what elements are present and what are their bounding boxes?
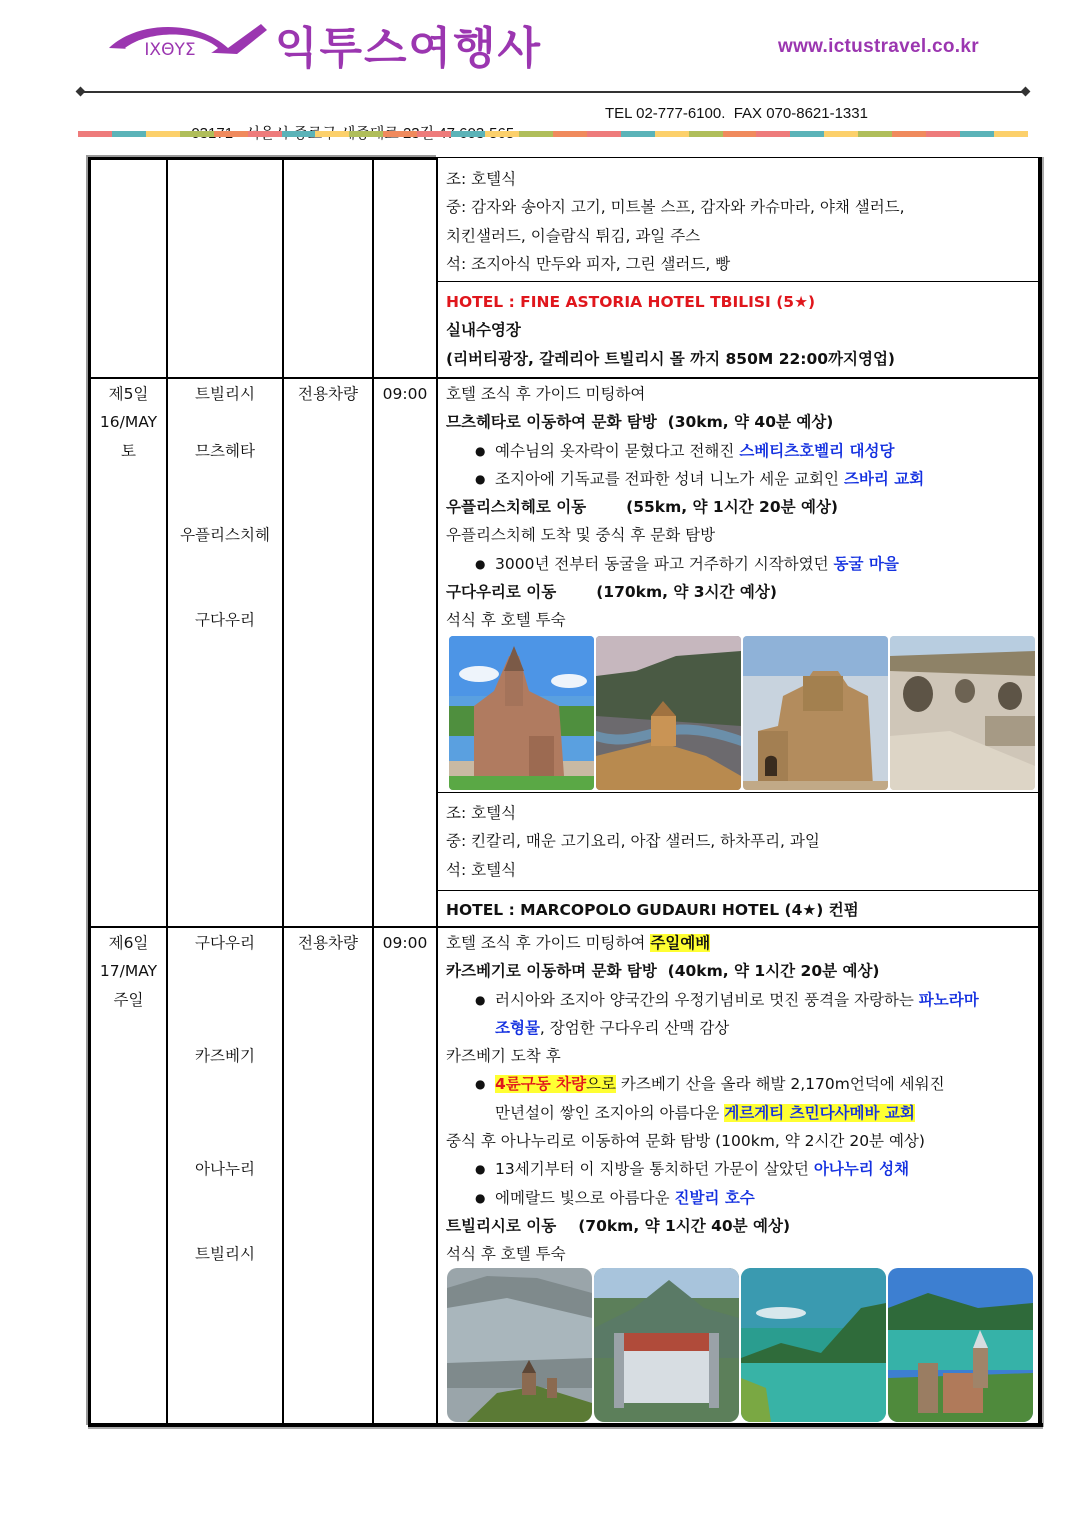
website-link[interactable]: www.ictustravel.co.kr	[778, 36, 979, 57]
row-divider	[437, 890, 1039, 891]
attraction-name: 즈바리 교회	[843, 469, 925, 488]
attraction-name: 조형물	[495, 1018, 540, 1037]
stripe-segment	[180, 131, 214, 137]
stripe-segment	[858, 131, 892, 137]
stripe-segment	[383, 131, 417, 137]
place: 카즈베기	[195, 1047, 255, 1066]
meal-breakfast: 조: 호텔식	[446, 804, 517, 822]
row-divider	[437, 281, 1039, 282]
uplistsikhe-cave-photo	[890, 636, 1035, 790]
day5-transport: 전용차량	[298, 385, 358, 403]
gergeti-trinity-church-photo	[447, 1268, 592, 1422]
column-divider	[372, 157, 374, 1427]
meal-dinner: 석: 호텔식	[446, 860, 517, 879]
contact-text: TEL 02-777-6100. FAX 070-8621-1331	[605, 105, 868, 122]
bullet-item: ● 에메랄드 빛으로 아름다운 진발리 호수	[475, 1188, 755, 1207]
day-date: 16/MAY	[99, 413, 158, 432]
place: 트빌리시	[195, 1245, 255, 1264]
bullet-item: ● 3000년 전부터 동굴을 파고 거주하기 시작하였던 동굴 마을	[475, 554, 899, 573]
hotel-name: HOTEL : FINE ASTORIA HOTEL TBILISI (5★)	[446, 293, 816, 311]
svetitskhoveli-cathedral-photo	[449, 636, 594, 790]
bullet-item-cont: 만년설이 쌓인 조지아의 아름다운 게르게티 츠민다사메바 교회	[495, 1103, 915, 1122]
day6-photo-strip	[447, 1268, 1033, 1422]
itinerary-table	[88, 157, 1043, 1427]
stripe-segment	[960, 131, 994, 137]
meal-lunch: 중: 킨칼리, 매운 고기요리, 아잡 샐러드, 하차푸리, 과일	[446, 832, 820, 851]
meal-lunch-cont: 치킨샐러드, 이슬람식 튀김, 과일 주스	[446, 226, 701, 245]
day6-transport: 전용차량	[298, 934, 358, 952]
day5-meals	[446, 799, 820, 884]
table-border	[88, 1423, 1043, 1427]
hotel-cell-prev	[446, 288, 895, 373]
stripe-segment	[621, 131, 655, 137]
meal-lunch: 중: 감자와 송아지 고기, 미트볼 스프, 감자와 카슈마라, 야채 샐러드,	[446, 198, 905, 217]
place: 아나누리	[195, 1160, 255, 1179]
stripe-segment	[926, 131, 960, 137]
zhinvali-lake-photo	[741, 1268, 886, 1422]
header-divider	[80, 91, 1026, 93]
place: 므츠헤타	[195, 441, 255, 460]
bullet-item: ● 조지아에 기독교를 전파한 성녀 니노가 세운 교회인 즈바리 교회	[475, 469, 925, 488]
day-weekday: 토	[121, 441, 136, 460]
hotel-amenity: 실내수영장	[446, 321, 521, 340]
stripe-segment	[790, 131, 824, 137]
schedule-line: 호텔 조식 후 가이드 미팅하여 주일예배	[446, 934, 711, 952]
schedule-line: 석식 후 호텔 투숙	[446, 611, 566, 630]
day6-places-cell	[168, 929, 282, 1269]
sunday-service-highlight: 주일예배	[650, 934, 711, 952]
bullet-item: ● 예수님의 옷자락이 묻혔다고 전해진 스베티츠호벨리 대성당	[475, 441, 895, 460]
meal-dinner: 석: 조지아식 만두와 피자, 그린 샐러드, 빵	[446, 254, 731, 273]
schedule-line: 호텔 조식 후 가이드 미팅하여	[446, 385, 646, 403]
stripe-segment	[315, 131, 349, 137]
stripe-segment	[451, 131, 485, 137]
jvari-monastery-photo	[596, 636, 741, 790]
jvari-church-closeup-photo	[743, 636, 888, 790]
row-divider	[88, 377, 1039, 379]
friendship-monument-photo	[594, 1268, 739, 1422]
column-divider	[282, 157, 284, 1427]
attraction-name: 스베티츠호벨리 대성당	[739, 441, 895, 460]
stripe-segment	[146, 131, 180, 137]
stripe-segment	[892, 131, 926, 137]
day5-places-cell	[168, 380, 282, 635]
day5-time: 09:00	[382, 385, 428, 403]
svg-text:IXΘYΣ: IXΘYΣ	[144, 40, 196, 60]
stripe-segment	[824, 131, 858, 137]
bullet-item-cont: 조형물, 장엄한 구다우리 산맥 감상	[495, 1018, 730, 1037]
stripe-segment	[756, 131, 790, 137]
place: 구다우리	[195, 611, 255, 630]
day6-time: 09:00	[382, 934, 428, 952]
stripe-segment	[349, 131, 383, 137]
stripe-segment	[248, 131, 282, 137]
schedule-line: 석식 후 호텔 투숙	[446, 1245, 566, 1264]
attraction-name: 파노라마	[918, 990, 979, 1009]
day5-photo-strip	[449, 636, 1035, 790]
stripe-segment	[994, 131, 1028, 137]
stripe-segment	[282, 131, 316, 137]
stripe-segment	[112, 131, 146, 137]
attraction-name: 아나누리 성채	[813, 1160, 910, 1179]
row-divider	[88, 926, 1039, 928]
place: 트빌리시	[195, 385, 255, 403]
place: 우플리스치헤	[180, 526, 270, 545]
schedule-line: 카즈베기 도착 후	[446, 1047, 561, 1066]
meal-breakfast: 조: 호텔식	[446, 170, 517, 188]
stripe-segment	[485, 131, 519, 137]
day5-hotel: HOTEL : MARCOPOLO GUDAURI HOTEL (4★) 컨펌	[446, 901, 859, 919]
meals-cell-prev	[446, 165, 905, 278]
schedule-move: 므츠헤타로 이동하여 문화 탐방 (30km, 약 40분 예상)	[446, 413, 834, 432]
day-number: 제5일	[108, 385, 149, 403]
bullet-item: ● 13세기부터 이 지방을 통치하던 가문이 살았던 아나누리 성채	[475, 1160, 910, 1179]
stripe-segment	[214, 131, 248, 137]
attraction-name: 동굴 마을	[833, 554, 899, 573]
day5-schedule	[446, 380, 924, 635]
attraction-name: 진발리 호수	[674, 1188, 755, 1207]
row-divider	[437, 792, 1039, 793]
decorative-stripe	[78, 131, 1028, 137]
brand-name: 익투스여행사	[275, 23, 543, 74]
schedule-line: 중식 후 아나누리로 이동하여 문화 탐방 (100km, 약 2시간 20분 예상)	[446, 1132, 925, 1151]
stripe-segment	[519, 131, 553, 137]
day6-schedule	[446, 929, 979, 1269]
stripe-segment	[78, 131, 112, 137]
bullet-item: ● 러시아와 조지아 양국간의 우정기념비로 멋진 풍격을 자랑하는 파노라마	[475, 990, 979, 1009]
bullet-item: ● 4륜구동 차량으로 카즈베기 산을 올라 해발 2,170m언덕에 세워진	[475, 1075, 945, 1094]
ichthys-fish-logo-icon	[103, 18, 268, 78]
day-date: 17/MAY	[99, 962, 158, 981]
schedule-move: 우플리스치헤로 이동 (55km, 약 1시간 20분 예상)	[446, 498, 839, 517]
stripe-segment	[587, 131, 621, 137]
day-weekday: 주일	[113, 990, 144, 1009]
stripe-segment	[417, 131, 451, 137]
hotel-note: (리버티광장, 갈레리아 트빌리시 몰 까지 850M 22:00까지영업)	[446, 349, 896, 368]
stripe-segment	[553, 131, 587, 137]
place: 구다우리	[195, 934, 255, 952]
schedule-move: 구다우리로 이동 (170km, 약 3시간 예상)	[446, 583, 777, 602]
table-border	[437, 157, 1042, 158]
schedule-move: 트빌리시로 이동 (70km, 약 1시간 40분 예상)	[446, 1216, 791, 1235]
day-number: 제6일	[108, 934, 149, 952]
stripe-segment	[655, 131, 689, 137]
stripe-segment	[723, 131, 757, 137]
ananuri-fortress-photo	[888, 1268, 1033, 1422]
4wd-vehicle-highlight: 4륜구동 차량	[495, 1075, 587, 1094]
day6-date-cell	[91, 929, 166, 1014]
attraction-name: 게르게티 츠민다사메바 교회	[724, 1103, 915, 1122]
day5-date-cell	[91, 380, 166, 465]
schedule-move: 카즈베기로 이동하며 문화 탐방 (40km, 약 1시간 20분 예상)	[446, 962, 880, 981]
stripe-segment	[689, 131, 723, 137]
schedule-line: 우플리스치헤 도착 및 중식 후 문화 탐방	[446, 526, 716, 545]
